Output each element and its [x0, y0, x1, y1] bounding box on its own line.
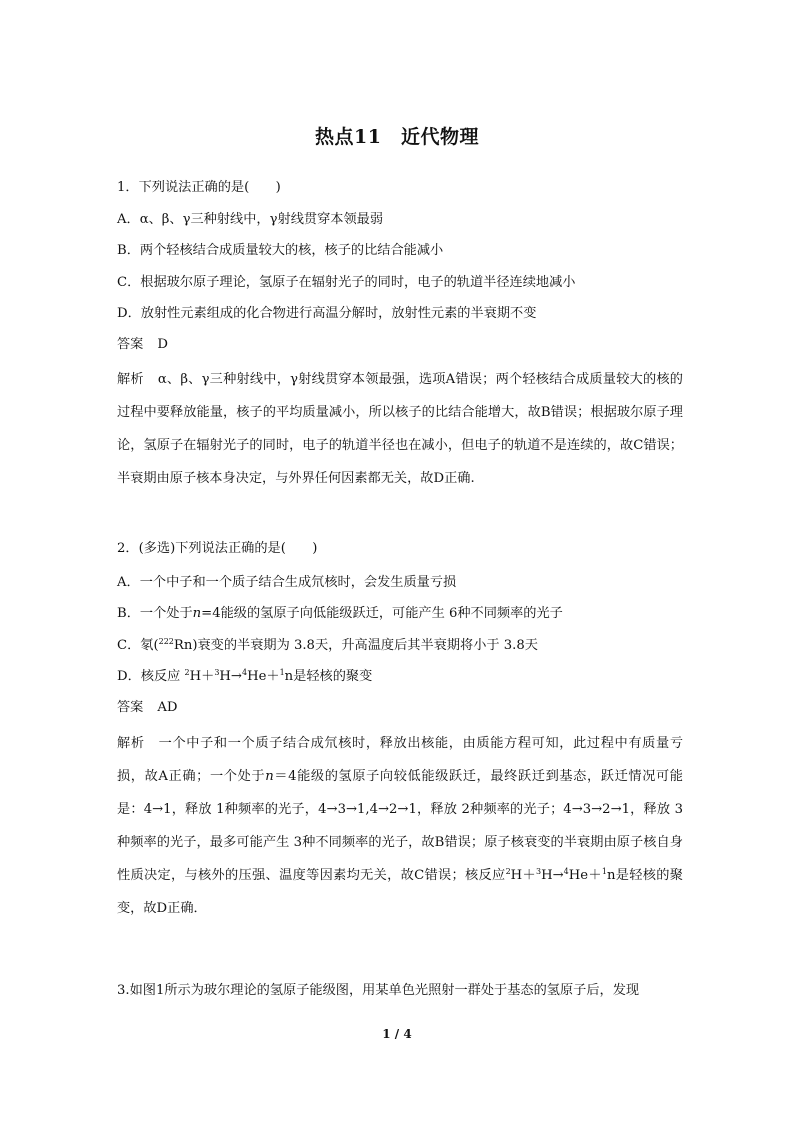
page-number: 1 / 4	[382, 1027, 412, 1041]
analysis-text: α、β、γ三种射线中，γ射线贯穿本领最强，选项A错误；两个轻核结合成质量较大的核的过程中要释放能量，核子的平均质量减小，所以核子的比结合能增大，故B错误；根据玻尔原子理论，氢原子在辐射光子的同时，电子的轨道半径也在减小，但电子的轨道不是连续的，故C错误；半衰期由原子核本身决定，与外界任何因素都无关，故D正确.	[117, 372, 683, 486]
q1-option-d: D．放射性元素组成的化合物进行高温分解时，放射性元素的半衰期不变	[117, 306, 537, 321]
q1-analysis	[117, 363, 683, 495]
q1-answer	[117, 336, 687, 354]
q2-answer	[117, 699, 687, 717]
q2-option-b: B．一个处于n=4能级的氢原子向低能级跃迁，可能产生 6种不同频率的光子	[117, 606, 563, 621]
answer-label: 答案	[117, 700, 144, 715]
answer-label: 答案	[117, 337, 144, 352]
q3-stem: 3.如图1所示为玻尔理论的氢原子能级图，用某单色光照射一群处于基态的氢原子后，发现	[117, 983, 640, 998]
analysis-label: 解析	[117, 736, 145, 751]
q2-analysis: 解析 一个中子和一个质子结合成氘核时，释放出核能，由质能方程可知，此过程中有质量亏损，故A正确；一个处于n＝4能级的氢原子向较低能级跃迁，最终跃迁到基态，跃迁情况可能是：4→1，释放 1种频率的光子，4→3→1,4→2→1，释放 2种频率的光子；4→3→2→1，释放 3种频率的光子，最多可能产生 3种不同频率的光子，故B错误；原子核衰变的半衰期由原子核自身性质决定，与核外的压强、温度等因素均无关，故C错误；核反应$^2$H＋$^3$H→$^4$He＋$^1$n是轻核的聚变，故D正确．	[117, 736, 684, 916]
page-title: 热点11 近代物理	[315, 126, 479, 148]
q1-stem: 1．下列说法正确的是( )	[117, 180, 281, 195]
q2-stem: 2．(多选)下列说法正确的是( )	[117, 541, 318, 556]
q2-option-c: C．氡($^{222}$Rn)衰变的半衰期为 3.8天，升高温度后其半衰期将小于 3.8天	[117, 637, 538, 653]
answer-value: D	[157, 337, 168, 352]
q1-option-a: A．α、β、γ三种射线中，γ射线贯穿本领最弱	[117, 212, 384, 227]
q1-option-b: B．两个轻核结合成质量较大的核，核子的比结合能减小	[117, 243, 444, 258]
analysis-label: 解析	[117, 372, 144, 387]
q1-option-c: C．根据玻尔原子理论，氢原子在辐射光子的同时，电子的轨道半径连续地减小	[117, 275, 576, 290]
q2-option-a: A．一个中子和一个质子结合生成氘核时，会发生质量亏损	[117, 575, 457, 590]
q2-option-d: D．核反应 $^2$H＋$^3$H→$^4$He＋$^1$n是轻核的聚变	[117, 668, 373, 684]
answer-value: AD	[157, 700, 178, 715]
